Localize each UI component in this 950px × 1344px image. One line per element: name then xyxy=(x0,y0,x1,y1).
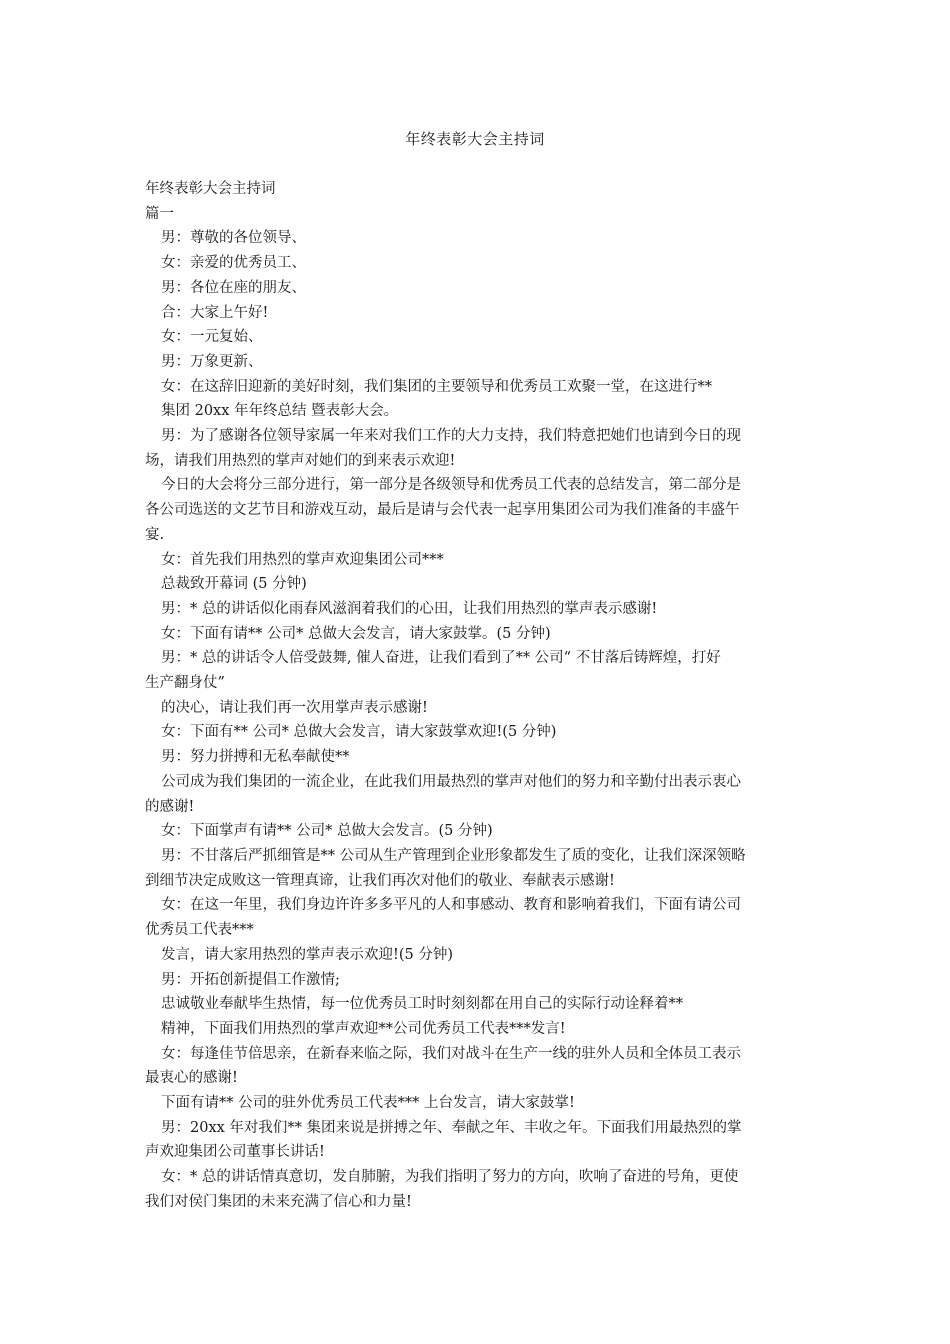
text-line: 集团 20xx 年年终总结 暨表彰大会。 xyxy=(161,403,399,420)
text-line: 优秀员工代表*** xyxy=(145,922,254,939)
text-line: 女：首先我们用热烈的掌声欢迎集团公司*** xyxy=(161,551,444,568)
text-line: 我们对侯门集团的未来充满了信心和力量! xyxy=(145,1193,412,1210)
text-line: 女：亲爱的优秀员工、 xyxy=(161,255,306,272)
text-line: 篇一 xyxy=(145,205,174,222)
document-body xyxy=(145,177,810,1215)
document-title: 年终表彰大会主持词 xyxy=(405,130,545,148)
text-line: 的感谢! xyxy=(145,798,195,815)
text-line: 男：20xx 年对我们** 集团来说是拼搏之年、奉献之年、丰收之年。下面我们用最热烈的掌 xyxy=(161,1119,742,1136)
text-line: 男：开拓创新提倡工作激情; xyxy=(161,971,340,988)
text-line: 宴. xyxy=(145,526,165,543)
text-line: 今日的大会将分三部分进行，第一部分是各级领导和优秀员工代表的总结发言，第二部分是 xyxy=(161,477,741,494)
text-line: 女：一元复始、 xyxy=(161,329,263,346)
text-line: 的决心，请让我们再一次用掌声表示感谢! xyxy=(161,699,428,716)
text-line: 下面有请** 公司的驻外优秀员工代表*** 上台发言，请大家鼓掌! xyxy=(161,1095,575,1112)
text-line: 女：下面有请** 公司* 总做大会发言，请大家鼓掌。(5 分钟) xyxy=(161,625,551,642)
text-line: 总裁致开幕词 (5 分钟) xyxy=(161,576,307,593)
text-line: 男：为了感谢各位领导家属一年来对我们工作的大力支持，我们特意把她们也请到今日的现 xyxy=(161,428,741,445)
text-line: 男：尊敬的各位领导、 xyxy=(161,230,306,247)
text-line: 各公司选送的文艺节目和游戏互动，最后是请与会代表一起享用集团公司为我们准备的丰盛午 xyxy=(145,502,740,519)
text-line: 声欢迎集团公司董事长讲话! xyxy=(145,1144,325,1161)
text-line: 男：努力拼搏和无私奉献使** xyxy=(161,749,350,766)
text-line: 发言，请大家用热烈的掌声表示欢迎!(5 分钟) xyxy=(161,946,453,963)
text-line: 忠诚敬业奉献毕生热情，每一位优秀员工时时刻刻都在用自己的实际行动诠释着** xyxy=(161,996,683,1013)
text-line: 场，请我们用热烈的掌声对她们的到来表示欢迎! xyxy=(145,452,456,469)
text-line: 最衷心的感谢! xyxy=(145,1070,238,1087)
text-line: 精神，下面我们用热烈的掌声欢迎**公司优秀员工代表***发言! xyxy=(161,1020,566,1037)
text-line: 男：* 总的讲话令人倍受鼓舞, 催人奋进，让我们看到了** 公司“ 不甘落后铸辉煌，打好 xyxy=(161,650,721,667)
text-line: 男：各位在座的朋友、 xyxy=(161,279,306,296)
text-line: 生产翻身仗” xyxy=(145,675,225,692)
text-line: 女：在这一年里，我们身边许许多多平凡的人和事感动、教育和影响着我们，下面有请公司 xyxy=(161,897,741,914)
text-line: 女：下面掌声有请** 公司* 总做大会发言。(5 分钟) xyxy=(161,823,493,840)
text-line: 男：* 总的讲话似化雨春风滋润着我们的心田，让我们用热烈的掌声表示感谢! xyxy=(161,600,658,617)
text-line: 女：在这辞旧迎新的美好时刻，我们集团的主要领导和优秀员工欢聚一堂，在这进行** xyxy=(161,378,712,395)
text-line: 男：万象更新、 xyxy=(161,353,263,370)
text-line: 女：下面有** 公司* 总做大会发言，请大家鼓掌欢迎!(5 分钟) xyxy=(161,724,557,741)
text-line: 女：* 总的讲话情真意切，发自肺腑，为我们指明了努力的方向，吹响了奋进的号角，更使 xyxy=(161,1169,739,1186)
text-line: 女：每逢佳节倍思亲，在新春来临之际，我们对战斗在生产一线的驻外人员和全体员工表示 xyxy=(161,1045,741,1062)
text-line: 年终表彰大会主持词 xyxy=(145,181,276,197)
text-line: 公司成为我们集团的一流企业，在此我们用最热烈的掌声对他们的努力和辛勤付出表示衷心 xyxy=(161,773,741,790)
text-line: 合：大家上午好! xyxy=(161,304,269,321)
text-line: 到细节决定成败这一管理真谛，让我们再次对他们的敬业、奉献表示感谢! xyxy=(145,872,615,889)
text-line: 男：不甘落后严抓细管是** 公司从生产管理到企业形象都发生了质的变化，让我们深深领略 xyxy=(161,847,746,864)
